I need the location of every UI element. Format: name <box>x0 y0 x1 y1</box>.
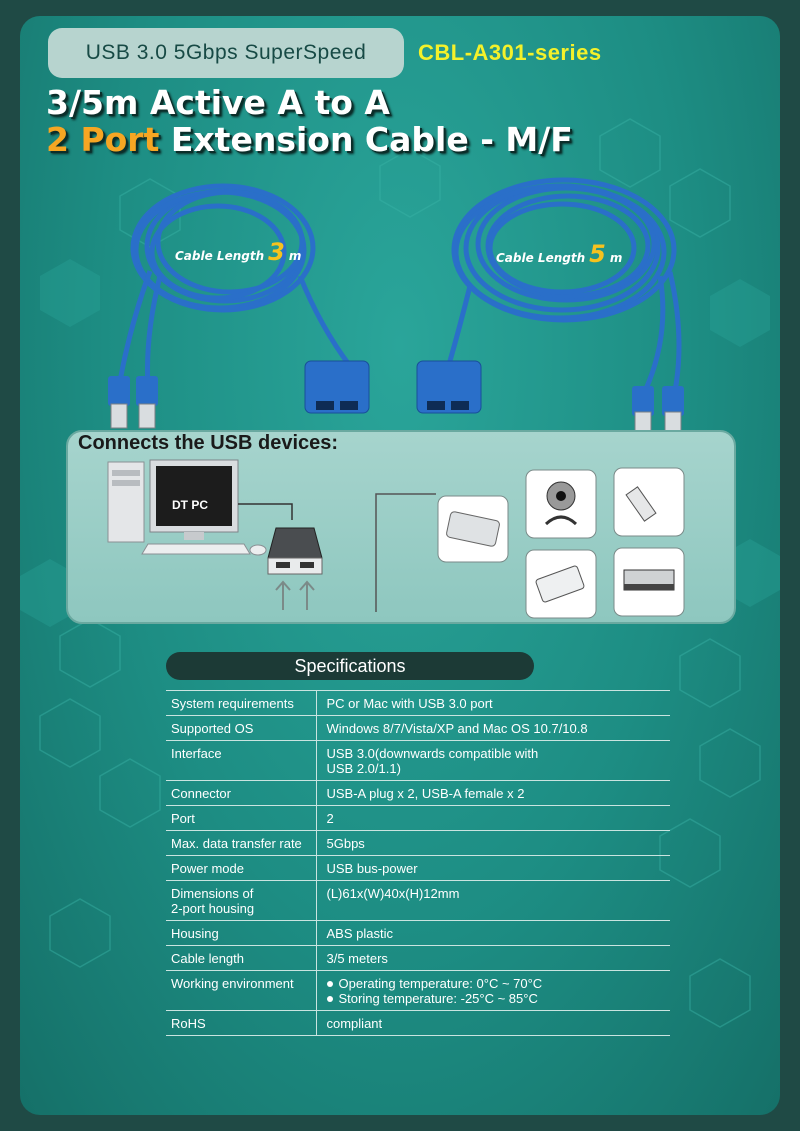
spec-value: 3/5 meters <box>316 946 670 971</box>
spec-value: ABS plastic <box>316 921 670 946</box>
table-row <box>166 921 670 946</box>
specifications-heading: Specifications <box>166 652 534 680</box>
cable-length-prefix: Cable Length <box>496 251 586 265</box>
cable-length-5m-label <box>496 240 622 268</box>
table-row <box>166 716 670 741</box>
table-row <box>166 831 670 856</box>
cable-length-prefix: Cable Length <box>175 249 265 263</box>
spec-key: System requirements <box>166 691 316 716</box>
bullet-item <box>327 991 667 1006</box>
spec-key: RoHS <box>166 1011 316 1036</box>
spec-value: (L)61x(W)40x(H)12mm <box>316 881 670 921</box>
cable-length-3m-label <box>175 238 301 266</box>
specifications-table <box>166 690 670 1036</box>
spec-key: Housing <box>166 921 316 946</box>
connection-diagram-box <box>66 430 736 624</box>
model-number: CBL-A301-series <box>418 40 602 65</box>
spec-key: Port <box>166 806 316 831</box>
spec-value <box>316 971 670 1011</box>
spec-key-line: 2-port housing <box>171 901 255 916</box>
bullet-icon <box>327 996 333 1002</box>
table-row <box>166 881 670 921</box>
connection-diagram <box>68 432 738 626</box>
spec-value-line: USB 3.0(downwards compatible with <box>326 746 539 761</box>
cable-length-unit: m <box>609 251 623 265</box>
title-line-2-rest: Extension Cable - M/F <box>159 120 573 159</box>
spec-value: USB-A plug x 2, USB-A female x 2 <box>316 781 670 806</box>
table-row <box>166 856 670 881</box>
table-row <box>166 946 670 971</box>
title-accent: 2 Port <box>46 120 160 159</box>
spec-value: compliant <box>316 1011 670 1036</box>
spec-key <box>166 881 316 921</box>
spec-value: PC or Mac with USB 3.0 port <box>316 691 670 716</box>
spec-key: Connector <box>166 781 316 806</box>
spec-value <box>316 741 670 781</box>
product-title <box>46 84 573 158</box>
table-row <box>166 781 670 806</box>
bullet-icon <box>327 981 333 987</box>
cable-illustration <box>20 176 780 446</box>
bullet-text: Storing temperature: -25°C ~ 85°C <box>338 991 538 1006</box>
spec-key: Interface <box>166 741 316 781</box>
table-row <box>166 971 670 1011</box>
spec-value: Windows 8/7/Vista/XP and Mac OS 10.7/10.8 <box>316 716 670 741</box>
table-row <box>166 806 670 831</box>
pc-label: DT PC <box>172 498 208 512</box>
bullet-item <box>327 976 667 991</box>
spec-key: Cable length <box>166 946 316 971</box>
table-row <box>166 691 670 716</box>
spec-value: 5Gbps <box>316 831 670 856</box>
spec-value-line: USB 2.0/1.1) <box>326 761 401 776</box>
spec-key: Supported OS <box>166 716 316 741</box>
speed-badge: USB 3.0 5Gbps SuperSpeed <box>48 28 404 78</box>
cable-length-value: 3 <box>268 238 285 266</box>
spec-key: Power mode <box>166 856 316 881</box>
table-row <box>166 741 670 781</box>
spec-value: 2 <box>316 806 670 831</box>
title-line-1: 3/5m Active A to A <box>46 83 390 122</box>
spec-key-line: Dimensions of <box>171 886 254 901</box>
table-row <box>166 1011 670 1036</box>
cable-length-value: 5 <box>589 240 606 268</box>
spec-value: USB bus-power <box>316 856 670 881</box>
connect-title: Connects the USB devices: <box>78 432 339 454</box>
spec-key: Working environment <box>166 971 316 1011</box>
title-line-2 <box>46 121 573 158</box>
cable-length-unit: m <box>288 249 302 263</box>
bullet-text: Operating temperature: 0°C ~ 70°C <box>338 976 543 991</box>
spec-key: Max. data transfer rate <box>166 831 316 856</box>
brochure-panel <box>20 16 780 1115</box>
